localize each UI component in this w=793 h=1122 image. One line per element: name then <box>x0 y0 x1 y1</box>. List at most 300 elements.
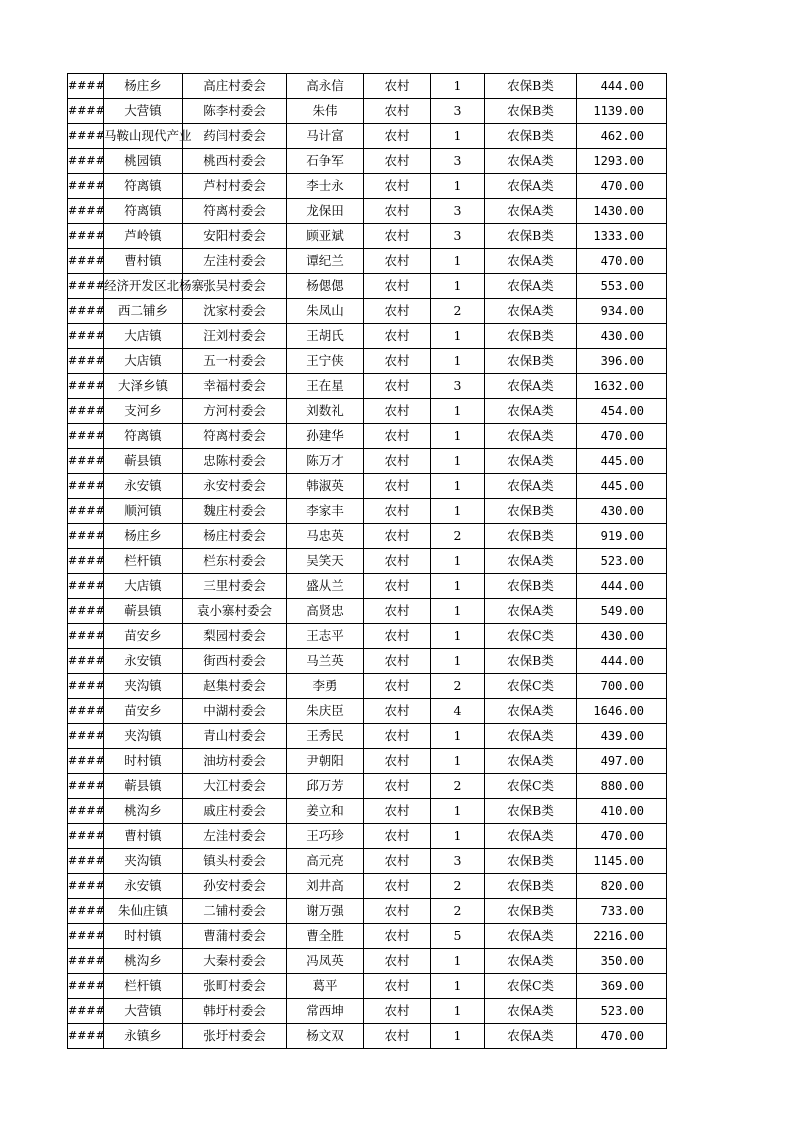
name-cell: 杨偲偲 <box>287 274 364 299</box>
table-row <box>68 824 667 849</box>
table-row <box>68 799 667 824</box>
amount-cell: 470.00 <box>577 174 667 199</box>
type-cell: 农村 <box>364 374 431 399</box>
type-cell: 农村 <box>364 699 431 724</box>
type-cell: 农村 <box>364 974 431 999</box>
type-cell: 农村 <box>364 874 431 899</box>
name-cell: 朱伟 <box>287 99 364 124</box>
name-cell: 王宁侠 <box>287 349 364 374</box>
category-cell: 农保C类 <box>485 974 577 999</box>
name-cell: 石争军 <box>287 149 364 174</box>
category-cell: 农保A类 <box>485 949 577 974</box>
type-cell: 农村 <box>364 624 431 649</box>
category-cell: 农保A类 <box>485 699 577 724</box>
category-cell: 农保B类 <box>485 324 577 349</box>
category-cell: 农保A类 <box>485 149 577 174</box>
village-cell: 戚庄村委会 <box>183 799 287 824</box>
count-cell: 1 <box>431 749 485 774</box>
date-cell: #### <box>68 374 104 399</box>
table-row <box>68 74 667 99</box>
amount-cell: 439.00 <box>577 724 667 749</box>
type-cell: 农村 <box>364 499 431 524</box>
type-cell: 农村 <box>364 274 431 299</box>
village-cell: 袁小寨村委会 <box>183 599 287 624</box>
village-cell: 赵集村委会 <box>183 674 287 699</box>
type-cell: 农村 <box>364 999 431 1024</box>
date-cell: #### <box>68 299 104 324</box>
table-row <box>68 774 667 799</box>
name-cell: 马忠英 <box>287 524 364 549</box>
date-cell: #### <box>68 224 104 249</box>
category-cell: 农保C类 <box>485 774 577 799</box>
date-cell: #### <box>68 424 104 449</box>
count-cell: 1 <box>431 574 485 599</box>
date-cell: #### <box>68 624 104 649</box>
name-cell: 谭纪兰 <box>287 249 364 274</box>
type-cell: 农村 <box>364 299 431 324</box>
village-cell: 符离村委会 <box>183 424 287 449</box>
amount-cell: 444.00 <box>577 574 667 599</box>
table-row <box>68 599 667 624</box>
town-cell: 桃沟乡 <box>104 949 183 974</box>
town-cell: 顺河镇 <box>104 499 183 524</box>
name-cell: 高元亮 <box>287 849 364 874</box>
date-cell: #### <box>68 799 104 824</box>
category-cell: 农保B类 <box>485 74 577 99</box>
town-cell: 苗安乡 <box>104 699 183 724</box>
table-row <box>68 99 667 124</box>
name-cell: 邱万芳 <box>287 774 364 799</box>
town-cell: 永安镇 <box>104 649 183 674</box>
date-cell: #### <box>68 999 104 1024</box>
date-cell: #### <box>68 149 104 174</box>
count-cell: 1 <box>431 274 485 299</box>
town-cell: 支河乡 <box>104 399 183 424</box>
date-cell: #### <box>68 324 104 349</box>
table-row <box>68 924 667 949</box>
date-cell: #### <box>68 924 104 949</box>
count-cell: 3 <box>431 224 485 249</box>
village-cell: 芦村村委会 <box>183 174 287 199</box>
category-cell: 农保A类 <box>485 724 577 749</box>
count-cell: 3 <box>431 149 485 174</box>
table-row <box>68 724 667 749</box>
date-cell: #### <box>68 574 104 599</box>
name-cell: 常西坤 <box>287 999 364 1024</box>
date-cell: #### <box>68 649 104 674</box>
village-cell: 青山村委会 <box>183 724 287 749</box>
town-cell: 蕲县镇 <box>104 599 183 624</box>
name-cell: 王秀民 <box>287 724 364 749</box>
type-cell: 农村 <box>364 549 431 574</box>
date-cell: #### <box>68 774 104 799</box>
category-cell: 农保A类 <box>485 549 577 574</box>
table-row <box>68 499 667 524</box>
type-cell: 农村 <box>364 649 431 674</box>
date-cell: #### <box>68 524 104 549</box>
village-cell: 方河村委会 <box>183 399 287 424</box>
village-cell: 栏东村委会 <box>183 549 287 574</box>
count-cell: 1 <box>431 124 485 149</box>
type-cell: 农村 <box>364 199 431 224</box>
amount-cell: 470.00 <box>577 424 667 449</box>
village-cell: 幸福村委会 <box>183 374 287 399</box>
table-row <box>68 674 667 699</box>
count-cell: 3 <box>431 199 485 224</box>
name-cell: 杨文双 <box>287 1024 364 1049</box>
count-cell: 1 <box>431 424 485 449</box>
type-cell: 农村 <box>364 724 431 749</box>
type-cell: 农村 <box>364 774 431 799</box>
village-cell: 张町村委会 <box>183 974 287 999</box>
date-cell: #### <box>68 724 104 749</box>
table-row <box>68 899 667 924</box>
category-cell: 农保A类 <box>485 449 577 474</box>
count-cell: 2 <box>431 899 485 924</box>
village-cell: 五一村委会 <box>183 349 287 374</box>
date-cell: #### <box>68 124 104 149</box>
name-cell: 朱凤山 <box>287 299 364 324</box>
name-cell: 李家丰 <box>287 499 364 524</box>
village-cell: 镇头村委会 <box>183 849 287 874</box>
village-cell: 曹蒲村委会 <box>183 924 287 949</box>
table-row <box>68 974 667 999</box>
table-row <box>68 124 667 149</box>
type-cell: 农村 <box>364 524 431 549</box>
date-cell: #### <box>68 74 104 99</box>
type-cell: 农村 <box>364 899 431 924</box>
name-cell: 马计富 <box>287 124 364 149</box>
amount-cell: 1293.00 <box>577 149 667 174</box>
count-cell: 4 <box>431 699 485 724</box>
town-cell: 经济开发区北杨寨 <box>104 274 183 299</box>
type-cell: 农村 <box>364 124 431 149</box>
amount-cell: 430.00 <box>577 624 667 649</box>
category-cell: 农保C类 <box>485 624 577 649</box>
amount-cell: 523.00 <box>577 549 667 574</box>
date-cell: #### <box>68 274 104 299</box>
count-cell: 1 <box>431 974 485 999</box>
category-cell: 农保A类 <box>485 299 577 324</box>
name-cell: 孙建华 <box>287 424 364 449</box>
amount-cell: 919.00 <box>577 524 667 549</box>
town-cell: 桃沟乡 <box>104 799 183 824</box>
table-row <box>68 874 667 899</box>
type-cell: 农村 <box>364 574 431 599</box>
category-cell: 农保B类 <box>485 499 577 524</box>
date-cell: #### <box>68 949 104 974</box>
count-cell: 1 <box>431 1024 485 1049</box>
type-cell: 农村 <box>364 424 431 449</box>
town-cell: 大营镇 <box>104 99 183 124</box>
category-cell: 农保A类 <box>485 274 577 299</box>
village-cell: 陈李村委会 <box>183 99 287 124</box>
type-cell: 农村 <box>364 349 431 374</box>
amount-cell: 820.00 <box>577 874 667 899</box>
category-cell: 农保A类 <box>485 249 577 274</box>
count-cell: 1 <box>431 499 485 524</box>
count-cell: 1 <box>431 824 485 849</box>
table-row <box>68 149 667 174</box>
count-cell: 5 <box>431 924 485 949</box>
name-cell: 朱庆臣 <box>287 699 364 724</box>
amount-cell: 470.00 <box>577 824 667 849</box>
village-cell: 中湖村委会 <box>183 699 287 724</box>
category-cell: 农保A类 <box>485 424 577 449</box>
count-cell: 3 <box>431 849 485 874</box>
date-cell: #### <box>68 349 104 374</box>
amount-cell: 549.00 <box>577 599 667 624</box>
count-cell: 1 <box>431 349 485 374</box>
amount-cell: 553.00 <box>577 274 667 299</box>
name-cell: 高永信 <box>287 74 364 99</box>
type-cell: 农村 <box>364 474 431 499</box>
table-row <box>68 649 667 674</box>
town-cell: 永镇乡 <box>104 1024 183 1049</box>
village-cell: 孙安村委会 <box>183 874 287 899</box>
table-body <box>68 74 667 1049</box>
name-cell: 李勇 <box>287 674 364 699</box>
town-cell: 马鞍山现代产业 <box>104 124 183 149</box>
count-cell: 2 <box>431 874 485 899</box>
date-cell: #### <box>68 99 104 124</box>
table-row <box>68 549 667 574</box>
town-cell: 栏杆镇 <box>104 974 183 999</box>
amount-cell: 1333.00 <box>577 224 667 249</box>
village-cell: 梨园村委会 <box>183 624 287 649</box>
type-cell: 农村 <box>364 824 431 849</box>
name-cell: 尹朝阳 <box>287 749 364 774</box>
town-cell: 大泽乡镇 <box>104 374 183 399</box>
village-cell: 桃西村委会 <box>183 149 287 174</box>
category-cell: 农保A类 <box>485 749 577 774</box>
count-cell: 3 <box>431 374 485 399</box>
type-cell: 农村 <box>364 674 431 699</box>
category-cell: 农保B类 <box>485 849 577 874</box>
amount-cell: 430.00 <box>577 499 667 524</box>
town-cell: 苗安乡 <box>104 624 183 649</box>
count-cell: 1 <box>431 474 485 499</box>
amount-cell: 1632.00 <box>577 374 667 399</box>
count-cell: 1 <box>431 249 485 274</box>
category-cell: 农保B类 <box>485 524 577 549</box>
amount-cell: 934.00 <box>577 299 667 324</box>
date-cell: #### <box>68 449 104 474</box>
amount-cell: 700.00 <box>577 674 667 699</box>
town-cell: 夹沟镇 <box>104 674 183 699</box>
category-cell: 农保A类 <box>485 174 577 199</box>
category-cell: 农保A类 <box>485 374 577 399</box>
amount-cell: 1139.00 <box>577 99 667 124</box>
village-cell: 忠陈村委会 <box>183 449 287 474</box>
count-cell: 2 <box>431 524 485 549</box>
type-cell: 农村 <box>364 249 431 274</box>
count-cell: 1 <box>431 949 485 974</box>
town-cell: 曹村镇 <box>104 249 183 274</box>
table-row <box>68 374 667 399</box>
town-cell: 永安镇 <box>104 474 183 499</box>
date-cell: #### <box>68 199 104 224</box>
category-cell: 农保A类 <box>485 924 577 949</box>
amount-cell: 1646.00 <box>577 699 667 724</box>
table-row <box>68 224 667 249</box>
name-cell: 陈万才 <box>287 449 364 474</box>
count-cell: 2 <box>431 299 485 324</box>
amount-cell: 880.00 <box>577 774 667 799</box>
category-cell: 农保B类 <box>485 874 577 899</box>
date-cell: #### <box>68 674 104 699</box>
town-cell: 夹沟镇 <box>104 849 183 874</box>
amount-cell: 445.00 <box>577 449 667 474</box>
type-cell: 农村 <box>364 1024 431 1049</box>
amount-cell: 430.00 <box>577 324 667 349</box>
date-cell: #### <box>68 699 104 724</box>
table-row <box>68 699 667 724</box>
village-cell: 永安村委会 <box>183 474 287 499</box>
date-cell: #### <box>68 499 104 524</box>
category-cell: 农保A类 <box>485 199 577 224</box>
table-row <box>68 749 667 774</box>
type-cell: 农村 <box>364 849 431 874</box>
name-cell: 谢万强 <box>287 899 364 924</box>
category-cell: 农保A类 <box>485 474 577 499</box>
table-row <box>68 324 667 349</box>
count-cell: 2 <box>431 674 485 699</box>
category-cell: 农保B类 <box>485 349 577 374</box>
table-row <box>68 624 667 649</box>
date-cell: #### <box>68 249 104 274</box>
amount-cell: 523.00 <box>577 999 667 1024</box>
table-row <box>68 474 667 499</box>
count-cell: 1 <box>431 799 485 824</box>
village-cell: 大江村委会 <box>183 774 287 799</box>
name-cell: 王志平 <box>287 624 364 649</box>
name-cell: 韩淑英 <box>287 474 364 499</box>
table-row <box>68 999 667 1024</box>
town-cell: 桃园镇 <box>104 149 183 174</box>
count-cell: 1 <box>431 449 485 474</box>
name-cell: 龙保田 <box>287 199 364 224</box>
name-cell: 冯凤英 <box>287 949 364 974</box>
count-cell: 1 <box>431 399 485 424</box>
village-cell: 三里村委会 <box>183 574 287 599</box>
date-cell: #### <box>68 749 104 774</box>
count-cell: 1 <box>431 74 485 99</box>
category-cell: 农保A类 <box>485 999 577 1024</box>
town-cell: 夹沟镇 <box>104 724 183 749</box>
town-cell: 蕲县镇 <box>104 449 183 474</box>
village-cell: 张圩村委会 <box>183 1024 287 1049</box>
table-row <box>68 449 667 474</box>
type-cell: 农村 <box>364 149 431 174</box>
village-cell: 二铺村委会 <box>183 899 287 924</box>
town-cell: 大店镇 <box>104 324 183 349</box>
table-row <box>68 524 667 549</box>
category-cell: 农保A类 <box>485 1024 577 1049</box>
village-cell: 药闫村委会 <box>183 124 287 149</box>
table-row <box>68 349 667 374</box>
name-cell: 吴笑天 <box>287 549 364 574</box>
name-cell: 高贤忠 <box>287 599 364 624</box>
type-cell: 农村 <box>364 174 431 199</box>
table-row <box>68 574 667 599</box>
name-cell: 王巧珍 <box>287 824 364 849</box>
category-cell: 农保B类 <box>485 99 577 124</box>
town-cell: 时村镇 <box>104 924 183 949</box>
amount-cell: 733.00 <box>577 899 667 924</box>
date-cell: #### <box>68 1024 104 1049</box>
category-cell: 农保B类 <box>485 224 577 249</box>
name-cell: 葛平 <box>287 974 364 999</box>
amount-cell: 445.00 <box>577 474 667 499</box>
town-cell: 朱仙庄镇 <box>104 899 183 924</box>
count-cell: 1 <box>431 999 485 1024</box>
town-cell: 西二铺乡 <box>104 299 183 324</box>
name-cell: 王在星 <box>287 374 364 399</box>
village-cell: 沈家村委会 <box>183 299 287 324</box>
amount-cell: 396.00 <box>577 349 667 374</box>
type-cell: 农村 <box>364 799 431 824</box>
date-cell: #### <box>68 599 104 624</box>
village-cell: 油坊村委会 <box>183 749 287 774</box>
village-cell: 韩圩村委会 <box>183 999 287 1024</box>
town-cell: 时村镇 <box>104 749 183 774</box>
count-cell: 1 <box>431 549 485 574</box>
date-cell: #### <box>68 849 104 874</box>
village-cell: 高庄村委会 <box>183 74 287 99</box>
table-row <box>68 949 667 974</box>
amount-cell: 470.00 <box>577 249 667 274</box>
table-row <box>68 299 667 324</box>
amount-cell: 454.00 <box>577 399 667 424</box>
count-cell: 1 <box>431 649 485 674</box>
town-cell: 芦岭镇 <box>104 224 183 249</box>
type-cell: 农村 <box>364 599 431 624</box>
type-cell: 农村 <box>364 924 431 949</box>
village-cell: 汪刘村委会 <box>183 324 287 349</box>
village-cell: 左洼村委会 <box>183 249 287 274</box>
village-cell: 杨庄村委会 <box>183 524 287 549</box>
amount-cell: 462.00 <box>577 124 667 149</box>
name-cell: 马兰英 <box>287 649 364 674</box>
table-row <box>68 424 667 449</box>
amount-cell: 470.00 <box>577 1024 667 1049</box>
village-cell: 大秦村委会 <box>183 949 287 974</box>
category-cell: 农保B类 <box>485 799 577 824</box>
amount-cell: 497.00 <box>577 749 667 774</box>
name-cell: 王胡氏 <box>287 324 364 349</box>
count-cell: 1 <box>431 599 485 624</box>
category-cell: 农保B类 <box>485 124 577 149</box>
town-cell: 大店镇 <box>104 574 183 599</box>
type-cell: 农村 <box>364 99 431 124</box>
table-row <box>68 274 667 299</box>
town-cell: 符离镇 <box>104 199 183 224</box>
data-table <box>67 73 667 1049</box>
type-cell: 农村 <box>364 224 431 249</box>
date-cell: #### <box>68 474 104 499</box>
type-cell: 农村 <box>364 399 431 424</box>
town-cell: 大店镇 <box>104 349 183 374</box>
amount-cell: 444.00 <box>577 649 667 674</box>
name-cell: 姜立和 <box>287 799 364 824</box>
count-cell: 1 <box>431 624 485 649</box>
type-cell: 农村 <box>364 324 431 349</box>
table-row <box>68 249 667 274</box>
category-cell: 农保A类 <box>485 824 577 849</box>
village-cell: 张吴村委会 <box>183 274 287 299</box>
amount-cell: 410.00 <box>577 799 667 824</box>
